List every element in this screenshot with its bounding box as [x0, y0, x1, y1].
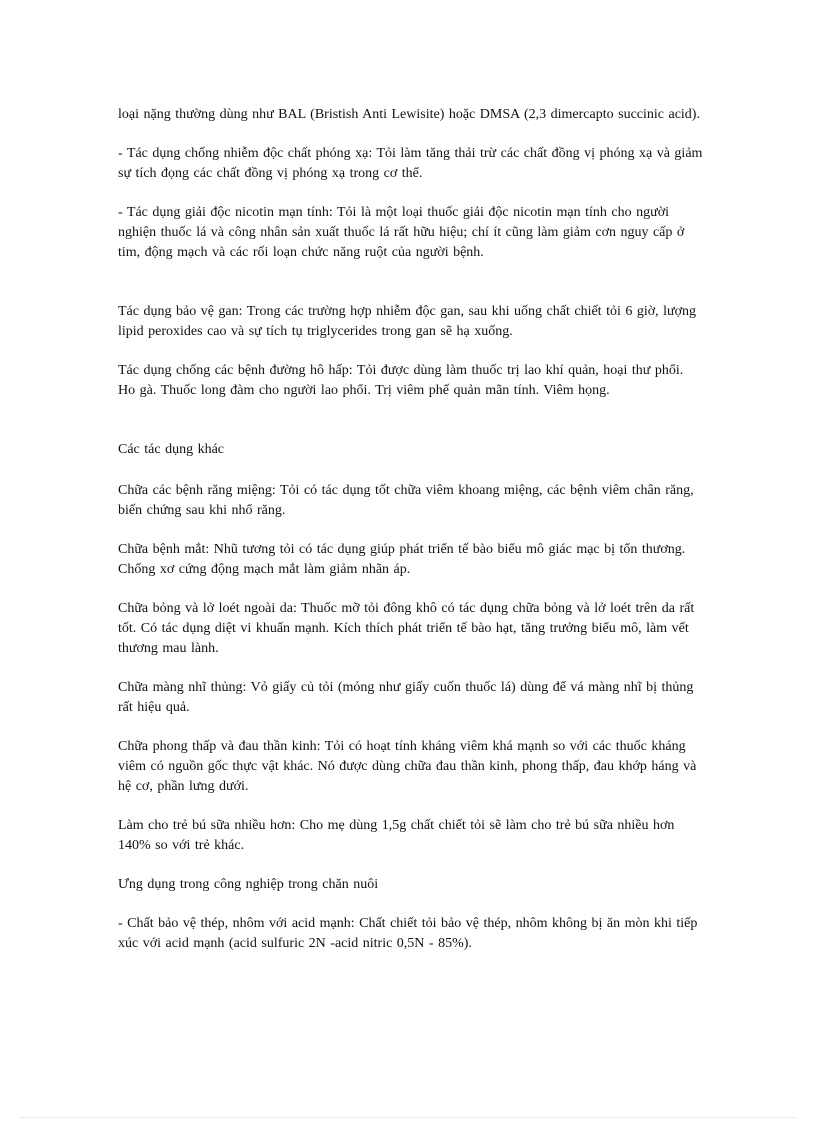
document-body	[118, 105, 703, 973]
paragraph-nicotin-detox: - Tác dụng giải độc nicotin mạn tính: Tỏi là một loại thuốc giải độc nicotin mạn tính cho người nghiện thuốc lá và công nhân sản xuất thuốc lá rất hữu hiệu; chí ít cũng làm giảm cơn nguy cấp ở tim, động mạch và các rối loạn chức năng ruột của người bệnh.	[118, 205, 685, 260]
paragraph-heavy-metal-antidotes: loại nặng thường dùng như BAL (Bristish Anti Lewisite) hoặc DMSA (2,3 dimercapto succinic acid).	[118, 107, 700, 122]
paragraph-rheumatism: Chữa phong thấp và đau thần kinh: Tỏi có hoạt tính kháng viêm khá mạnh so với các thuốc kháng viêm có nguồn gốc thực vật khác. Nó được dùng chữa đau thần kinh, phong thấp, đau khớp háng và hệ cơ, phần lưng dưới.	[118, 739, 697, 794]
section-heading-other-effects: Các tác dụng khác	[118, 442, 225, 457]
section-heading-industry: Ưng dụng trong công nghiệp trong chăn nuôi	[118, 877, 379, 892]
paragraph-dental: Chữa các bệnh răng miệng: Tỏi có tác dụng tốt chữa viêm khoang miệng, các bệnh viêm chân răng, biến chứng sau khi nhổ răng.	[118, 483, 694, 518]
paragraph-anti-radiation: - Tác dụng chống nhiễm độc chất phóng xạ: Tỏi làm tăng thải trừ các chất đồng vị phóng xạ và giảm sự tích đọng các chất đồng vị phóng xạ trong cơ thể.	[118, 146, 703, 181]
page-bottom-divider	[20, 1117, 796, 1118]
paragraph-liver-protection: Tác dụng bảo vệ gan: Trong các trường hợp nhiễm độc gan, sau khi uống chất chiết tỏi 6 giờ, lượng lipid peroxides cao và sự tích tụ triglycerides trong gan sẽ hạ xuống.	[118, 304, 697, 339]
paragraph-breastfeeding: Làm cho trẻ bú sữa nhiều hơn: Cho mẹ dùng 1,5g chất chiết tỏi sẽ làm cho trẻ bú sữa nhiều hơn 140% so với trẻ khác.	[118, 818, 675, 853]
paragraph-eardrum: Chữa màng nhĩ thủng: Vỏ giấy củ tỏi (mỏng như giấy cuốn thuốc lá) dùng để vá màng nhĩ bị thủng rất hiệu quả.	[118, 680, 694, 715]
paragraph-respiratory: Tác dụng chống các bệnh đường hô hấp: Tỏi được dùng làm thuốc trị lao khí quản, hoại thư phổi. Ho gà. Thuốc long đàm cho người lao phổi. Trị viêm phế quản mãn tính. Viêm họng.	[118, 363, 684, 398]
paragraph-eye: Chữa bệnh mắt: Nhũ tương tỏi có tác dụng giúp phát triển tế bào biểu mô giác mạc bị tổn thương. Chống xơ cứng động mạch mắt làm giảm nhãn áp.	[118, 542, 686, 577]
paragraph-burns: Chữa bỏng và lở loét ngoài da: Thuốc mỡ tỏi đông khô có tác dụng chữa bỏng và lở loét trên da rất tốt. Có tác dụng diệt vi khuẩn mạnh. Kích thích phát triển tế bào hạt, tăng trưởng biểu mô, làm vết thương mau lành.	[118, 601, 695, 656]
paragraph-metal-protection: - Chất bảo vệ thép, nhôm với acid mạnh: Chất chiết tỏi bảo vệ thép, nhôm không bị ăn mòn khi tiếp xúc với acid mạnh (acid sulfuric 2N -acid nitric 0,5N - 85%).	[118, 916, 698, 951]
